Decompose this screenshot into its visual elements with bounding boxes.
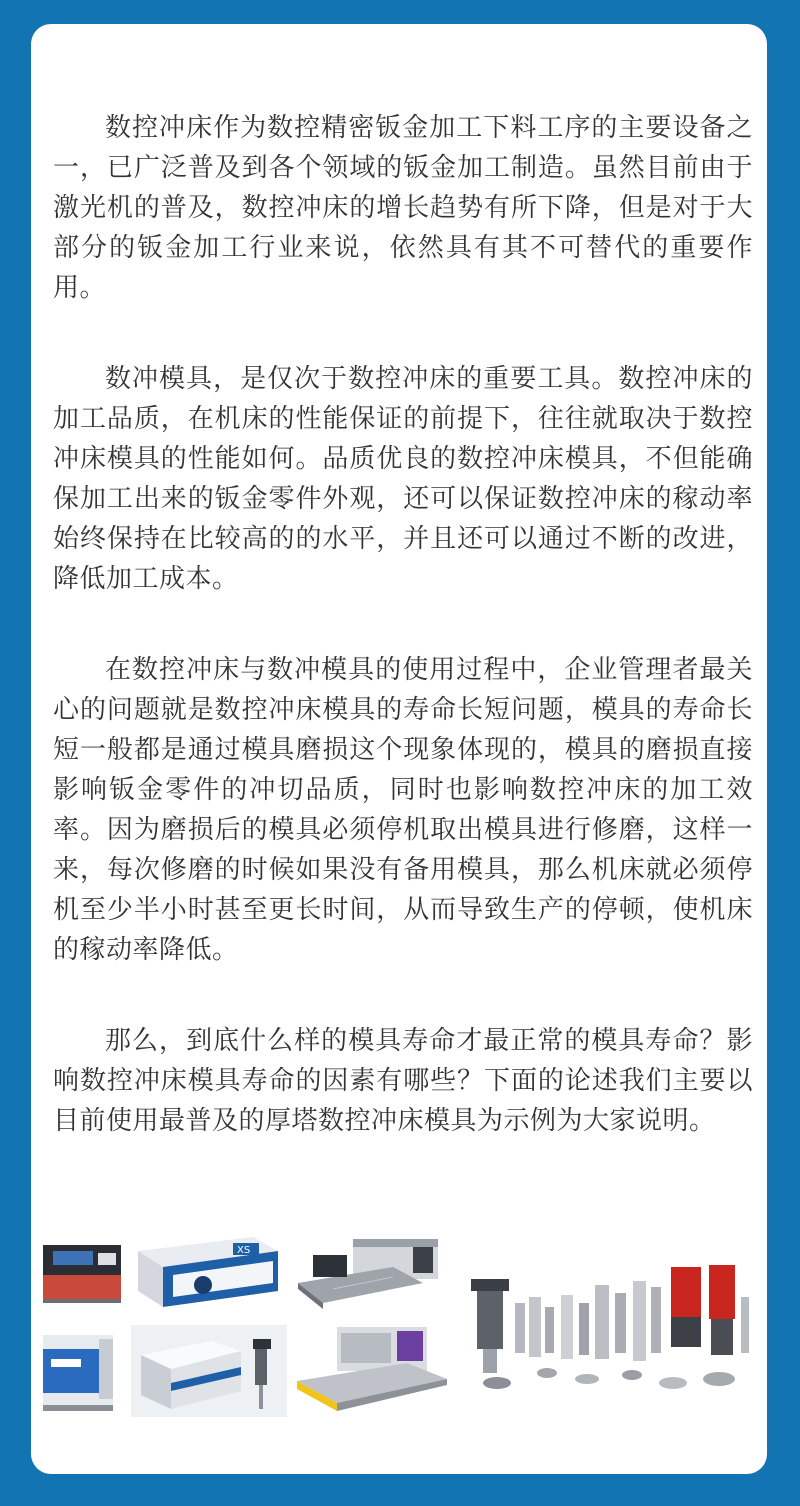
punch-press-photo-4 [43, 1329, 121, 1417]
article-body [53, 108, 753, 1141]
punching-tools-photo [457, 1257, 755, 1397]
punch-press-photo-5 [131, 1325, 287, 1417]
punch-press-photo-6 [297, 1323, 447, 1417]
punch-press-photo-2 [133, 1231, 283, 1315]
product-photo-collage [43, 1231, 755, 1417]
article-paragraph-2: 数冲模具，是仅次于数控冲床的重要工具。数控冲床的加工品质，在机床的性能保证的前提下，往往就取决于数控冲床模具的性能如何。品质优良的数控冲床模具，不但能确保加工出来的钣金零件外观，还可以保证数控冲床的稼动率始终保持在比较高的的水平，并且还可以通过不断的改进，降低加工成本。 [53, 364, 753, 594]
punch-press-photo-1 [43, 1235, 121, 1311]
article-paragraph-4: 那么，到底什么样的模具寿命才最正常的模具寿命？影响数控冲床模具寿命的因素有哪些？下面的论述我们主要以目前使用最普及的厚塔数控冲床模具为示例为大家说明。 [53, 1026, 753, 1136]
article-paragraph-3: 在数控冲床与数冲模具的使用过程中，企业管理者最关心的问题就是数控冲床模具的寿命长短问题，模具的寿命长短一般都是通过模具磨损这个现象体现的，模具的磨损直接影响钣金零件的冲切品质，同时也影响数控冲床的加工效率。因为磨损后的模具必须停机取出模具进行修磨，这样一来，每次修磨的时候如果没有备用模具，那么机床就必须停机至少半小时甚至更长时间，从而导致生产的停顿，使机床的稼动率降低。 [53, 655, 753, 965]
article-paragraph-1: 数控冲床作为数控精密钣金加工下料工序的主要设备之一，已广泛普及到各个领域的钣金加工制造。虽然目前由于激光机的普及，数控冲床的增长趋势有所下降，但是对于大部分的钣金加工行业来说，依然具有其不可替代的重要作用。 [53, 113, 753, 303]
punch-press-photo-3 [293, 1233, 443, 1315]
machine-badge: XS [237, 1245, 251, 1256]
content-card [31, 24, 767, 1474]
